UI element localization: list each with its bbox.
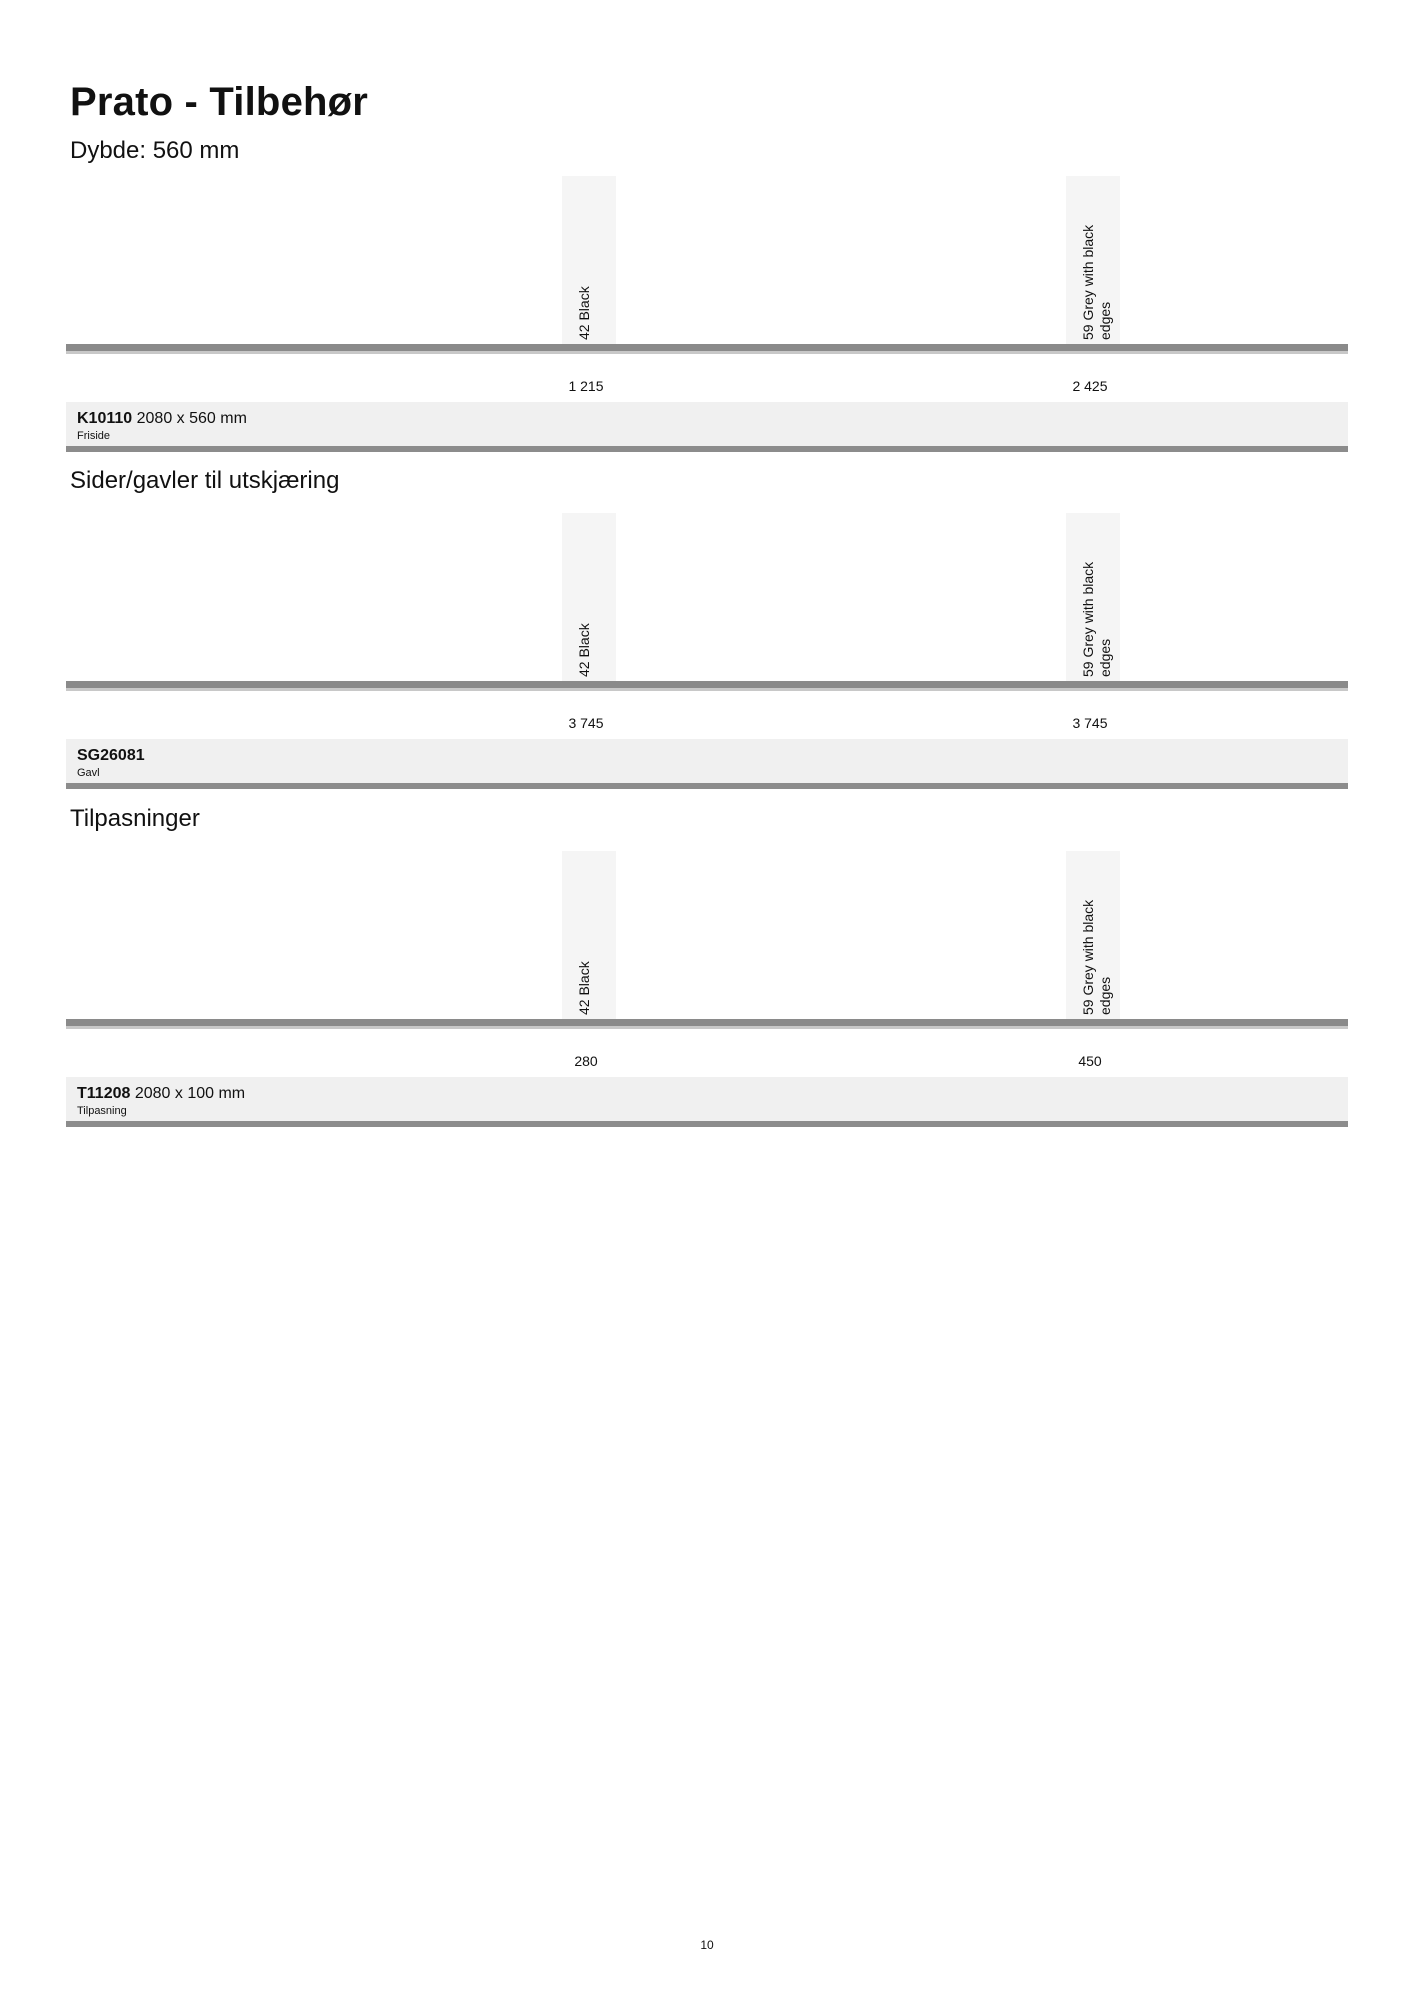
table-row (66, 402, 1348, 446)
table-footer-rule (66, 783, 1348, 789)
table-header-rule (66, 1019, 1348, 1029)
page-number: 10 (700, 1938, 714, 1952)
product-title (77, 1085, 245, 1103)
price-cell: 3 745 (568, 715, 604, 731)
product-title (77, 410, 247, 428)
price-table-tilpasning (66, 805, 1348, 1127)
color-label: 59 Grey with black edges (1080, 561, 1113, 677)
color-label: 42 Black (576, 961, 592, 1015)
product-code: K10110 (77, 410, 133, 427)
table-footer-rule (66, 1121, 1348, 1127)
depth-subtitle: Dybde: 560 mm (70, 137, 240, 164)
color-label: 59 Grey with black edges (1080, 224, 1113, 340)
product-code: SG26081 (77, 747, 145, 764)
table-row (66, 1077, 1348, 1121)
product-size: 2080 x 100 mm (134, 1085, 246, 1102)
table-header-rule (66, 681, 1348, 691)
color-column-header (1066, 176, 1120, 344)
price-cell: 450 (1078, 1053, 1102, 1069)
price-cell: 2 425 (1072, 378, 1108, 394)
product-name: Gavl (77, 767, 100, 779)
color-label: 59 Grey with black edges (1080, 899, 1113, 1015)
product-code: T11208 (77, 1085, 131, 1102)
color-column-header (562, 176, 616, 344)
section-heading: Sider/gavler til utskjæring (70, 467, 340, 494)
color-column-header (1066, 513, 1120, 681)
table-header-rule (66, 344, 1348, 354)
price-table-friside (66, 176, 1348, 452)
product-name: Tilpasning (77, 1105, 127, 1117)
product-size: 2080 x 560 mm (136, 410, 247, 427)
price-table-gavl (66, 467, 1348, 789)
color-label: 42 Black (576, 286, 592, 340)
table-row (66, 739, 1348, 783)
color-column-header (1066, 851, 1120, 1019)
table-footer-rule (66, 446, 1348, 452)
product-name: Friside (77, 430, 111, 442)
color-column-header (562, 851, 616, 1019)
price-cell: 280 (574, 1053, 598, 1069)
section-heading: Tilpasninger (70, 805, 200, 832)
color-column-header (562, 513, 616, 681)
price-cell: 3 745 (1072, 715, 1108, 731)
page-title: Prato - Tilbehør (70, 80, 369, 124)
price-cell: 1 215 (568, 378, 604, 394)
product-title (77, 747, 145, 765)
color-label: 42 Black (576, 623, 592, 677)
